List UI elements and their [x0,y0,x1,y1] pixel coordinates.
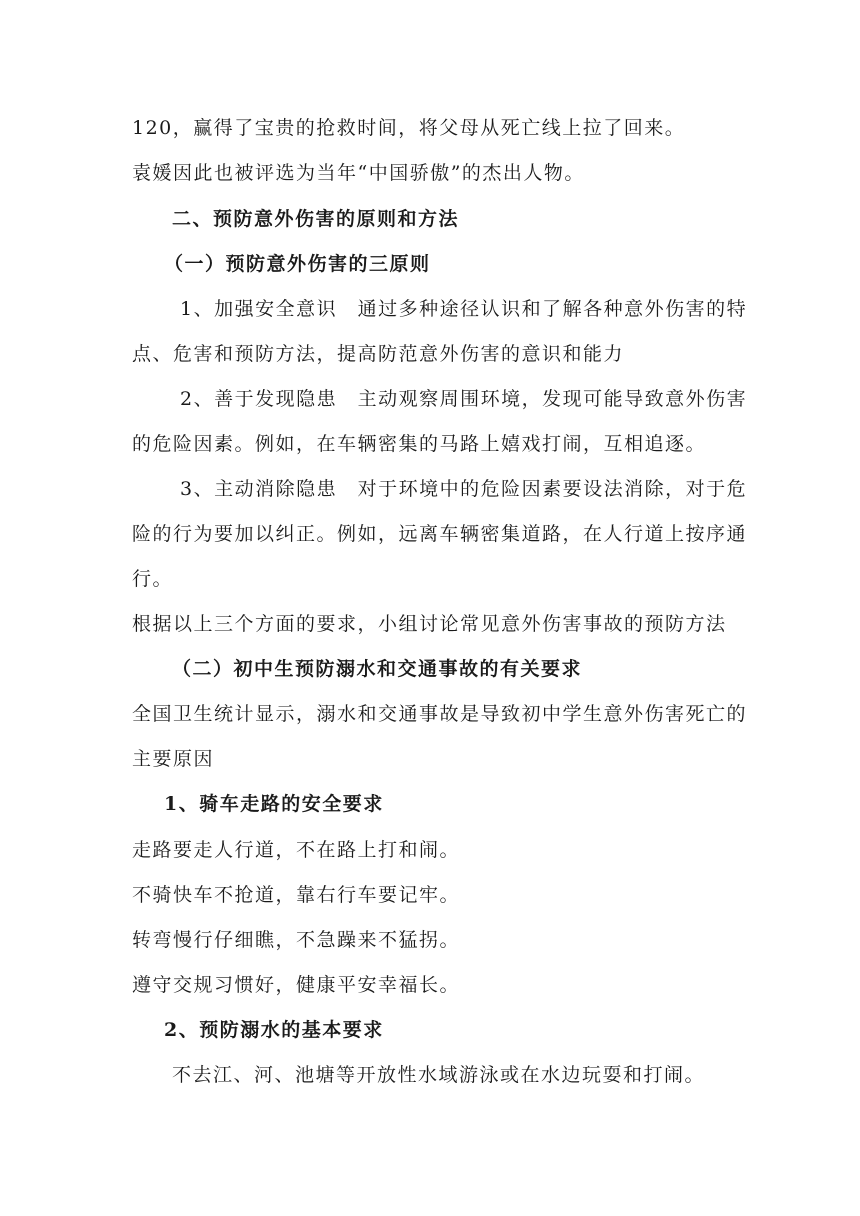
paragraph-line: 的危险因素。例如，在车辆密集的马路上嬉戏打闹，互相追逐。 [132,433,707,455]
section-heading: 二、预防意外伤害的原则和方法 [172,208,460,230]
paragraph-line: 不去江、河、池塘等开放性水域游泳或在水边玩耍和打闹。 [172,1064,706,1086]
paragraph-line: 险的行为要加以纠正。例如，远离车辆密集道路，在人行道上按序通 [132,523,748,545]
paragraph-line: 袁媛因此也被评选为当年“中国骄傲”的杰出人物。 [132,162,585,184]
verse-line: 转弯慢行仔细瞧，不急躁来不猛拐。 [132,929,461,951]
item-heading: 2、预防溺水的基本要求 [164,1019,384,1041]
paragraph-line: 点、危害和预防方法，提高防范意外伤害的意识和能力 [132,343,625,365]
item-heading: 1、骑车走路的安全要求 [164,793,384,815]
verse-line: 遵守交规习惯好，健康平安幸福长。 [132,974,461,996]
subsection-heading: （一）预防意外伤害的三原则 [164,253,431,275]
paragraph-line: 1、加强安全意识 通过多种途径认识和了解各种意外伤害的特 [180,298,748,320]
paragraph-line: 主要原因 [132,748,215,770]
paragraph-line: 120，赢得了宝贵的抢救时间，将父母从死亡线上拉了回来。 [132,117,686,139]
paragraph-line: 根据以上三个方面的要求，小组讨论常见意外伤害事故的预防方法 [132,613,727,635]
verse-line: 不骑快车不抢道，靠右行车要记牢。 [132,884,461,906]
paragraph-line: 全国卫生统计显示，溺水和交通事故是导致初中学生意外伤害死亡的 [132,703,748,725]
subsection-heading: （二）初中生预防溺水和交通事故的有关要求 [172,658,583,680]
paragraph-line: 2、善于发现隐患 主动观察周围环境，发现可能导致意外伤害 [180,388,748,410]
paragraph-line: 3、主动消除隐患 对于环境中的危险因素要设法消除，对于危 [180,478,748,500]
verse-line: 走路要走人行道，不在路上打和闹。 [132,839,461,861]
paragraph-line: 行。 [132,568,174,590]
